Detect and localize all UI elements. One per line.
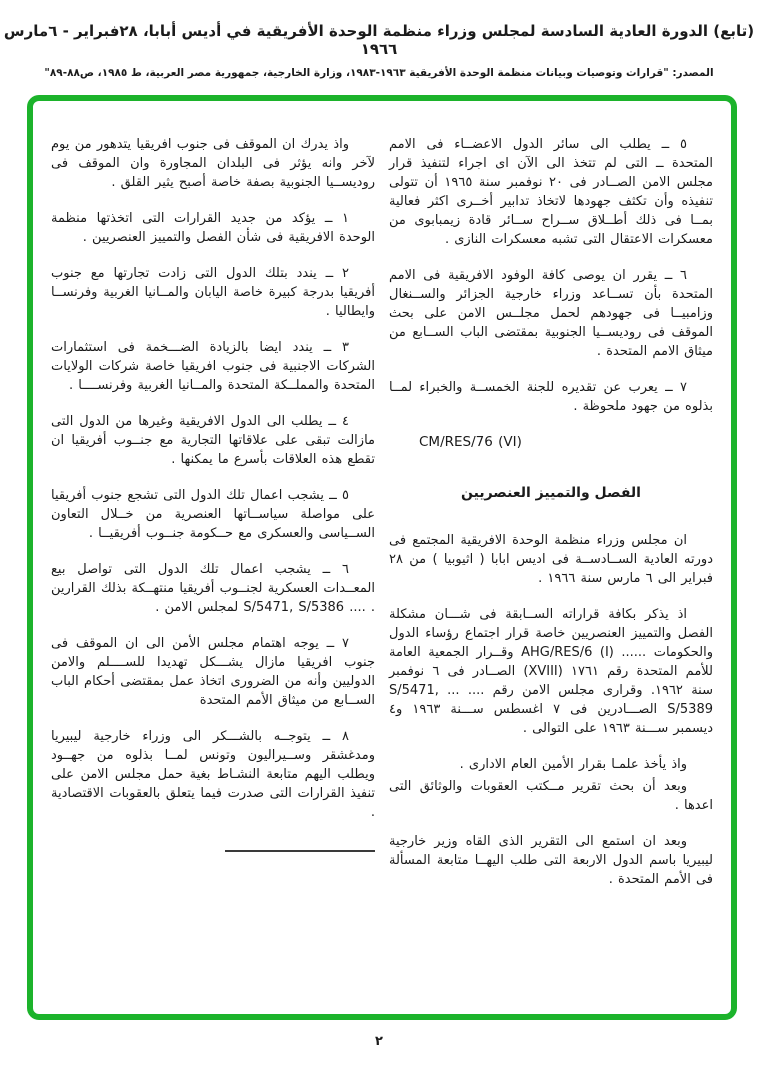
- resolution-title: الفصل والتمييز العنصريين: [461, 485, 641, 501]
- para-preamble-situation: واذ يدرك ان الموقف فى جنوب افريقيا يتدهور من يوم لآخر وانه يؤثر فى البلدان المجاورة وان الموقف فى روديســيا الجنوبية بصفة خاصة أصبح يثير القلق .: [51, 137, 375, 190]
- resolution-code-label: CM/RES/76 (VI): [419, 434, 522, 450]
- text-columns: [33, 101, 731, 906]
- para-operative-4: ٤ ــ يطلب الى الدول الافريقية وغيرها من الدول التى مازالت تبقى على علاقاتها التجارية مع جنــوب أفريقيا ان تقطع هذه العلاقات بأسرع ما يمكنها .: [51, 414, 375, 467]
- para-operative-6b: ٦ ــ يشجب اعمال تلك الدول التى تواصل بيع المعــدات العسكرية لجنــوب أفريقيا منتهــكة بذلك القرارين . .... S/5471, S/5386 لمجلس الامن .: [51, 562, 375, 615]
- text-divider: [225, 850, 375, 852]
- para-operative-1: ١ ــ يؤكد من جديد القرارات التى اتخذتها منظمة الوحدة الافريقية فى شأن الفصل والتمييز العنصريين .: [51, 211, 375, 245]
- column-left: [51, 135, 375, 906]
- green-border-frame: [27, 95, 737, 1020]
- para-preamble-liberia-report: وبعد ان استمع الى التقرير الذى القاه وزير خارجية ليبيريا باسم الدول الاربعة التى طلب اليهــا متابعة المسألة فى الأمم المتحدة .: [389, 834, 713, 887]
- para-preamble-session: ان مجلس وزراء منظمة الوحدة الافريقية المجتمع فى دورته العادية الســادســة فى اديس ابابا ( اثيوبيا ) من ٢٨ فبراير الى ٦ مارس سنة ١٩٦٦ .: [389, 533, 713, 586]
- para-operative-7b: ٧ ــ يوجه اهتمام مجلس الأمن الى ان الموقف فى جنوب افريقيا مازال يشـــكل تهديدا للســــلم والامن الدوليين وأنه من الضرورى اتخاذ عمل بمقتضى أحكام الباب الســابع من ميثاق الأمم المتحدة: [51, 636, 375, 708]
- document-header: [0, 0, 758, 79]
- page-footer: [0, 1030, 758, 1049]
- header-session-title: (تابع) الدورة العادية السادسة لمجلس وزراء منظمة الوحدة الأفريقية في أديس أبابا، ٢٨فبراير - ٦مارس ١٩٦٦: [3, 22, 755, 58]
- para-operative-8: ٨ ــ يتوجــه بالشـــكر الى وزراء خارجية ليبيريا ومدغشقر وســيراليون وتونس لمــا بذلوه من جهــود ويطلب اليهم متابعة النشـاط بغية حمل مجلس الامن على تنفيذ القرارات التى صدرت فيما يتعلق بالعقوبات الاقتصادية .: [51, 729, 375, 820]
- para-preamble-sanctions-report: وبعد أن بحث تقرير مــكتب العقوبات والوثائق التى اعدها .: [389, 779, 713, 813]
- para-operative-3: ٣ ــ يندد ايضا بالزيادة الضـــخمة فى استثمارات الشركات الاجنبية فى جنوب افريقيا خاصة شركات الولايات المتحدة والمملــكة المتحدة والمــانيا الغربية وفرنســــا .: [51, 340, 375, 393]
- para-operative-5b: ٥ ــ يشجب اعمال تلك الدول التى تشجع جنوب أفريقيا على مواصلة سياســاتها العنصرية من خــلال التعاون الســياسى والعسكرى مع حــكومة جنــوب أفريقيــا .: [51, 488, 375, 541]
- para-operative-6: ٦ ــ يقرر ان يوصى كافة الوفود الافريقية فى الامم المتحدة بأن تســاعد وزراء خارجية الجزائر والســنغال وزامبيــا فى جهودهم لحمل مجلــس الامن على بحث الموقف فى روديســيا الجنوبية بمقتضى الباب الســابع من ميثاق الامم المتحدة .: [389, 268, 713, 359]
- para-operative-7: ٧ ــ يعرب عن تقديره للجنة الخمســة والخبراء لمــا بذلوه من جهود ملحوظة .: [389, 380, 713, 414]
- page-number: ٢: [375, 1034, 383, 1049]
- header-source-line: المصدر: "قرارات وتوصيات وبيانات منظمة الوحدة الأفريقية ١٩٦٣-١٩٨٣، وزارة الخارجية، جمهورية مصر العربية، ط ١٩٨٥، ص٨٨-٨٩": [44, 67, 714, 79]
- para-preamble-recall: اذ يذكر بكافة قراراته الســابقة فى شـــان مشكلة الفصل والتمييز العنصريين خاصة قرار اجتماع رؤساء الدول والحكومات ...... AHG/RES/6 (I) وقــرار الجمعية العامة للأمم المتحدة رقم ١٧٦١ (XVIII) الصــادر فى ٦ نوفمبر سنة ١٩٦٢. وقرارى مجلس الامن رقم .... ... S/5471, S/5389 الصـــادرين فى ٧ اغسطس ســـنة ١٩٦٣ و٤ ديسمبر ســـنة ١٩٦٣ على التوالى .: [389, 607, 714, 736]
- column-right: [389, 135, 713, 906]
- para-operative-2: ٢ ــ يندد بتلك الدول التى زادت تجارتها مع جنوب أفريقيا بدرجة كبيرة خاصة اليابان والمــانيا الغربية وفرنســا وايطاليا .: [51, 266, 375, 319]
- para-preamble-note: واذ يأخذ علمـا بقرار الأمين العام الادارى .: [459, 757, 687, 772]
- para-operative-5: ٥ ــ يطلب الى سائر الدول الاعضــاء فى الامم المتحدة ــ التى لم تتخذ الى الآن اى اجراء لتنفيذ قرار مجلس الامن الصــادر فى ٢٠ نوفمبر سنة ١٩٦٥ أن تتولى تنفيذه وأن تكثف جهودها لاتخاذ تدابير أخــرى اكثر فعالية بمــا فى ذلك أطــلاق ســراح ســائر قادة زيمبابوى من معسكرات الاعتقال التى تشبه معسكرات النازى .: [389, 137, 713, 247]
